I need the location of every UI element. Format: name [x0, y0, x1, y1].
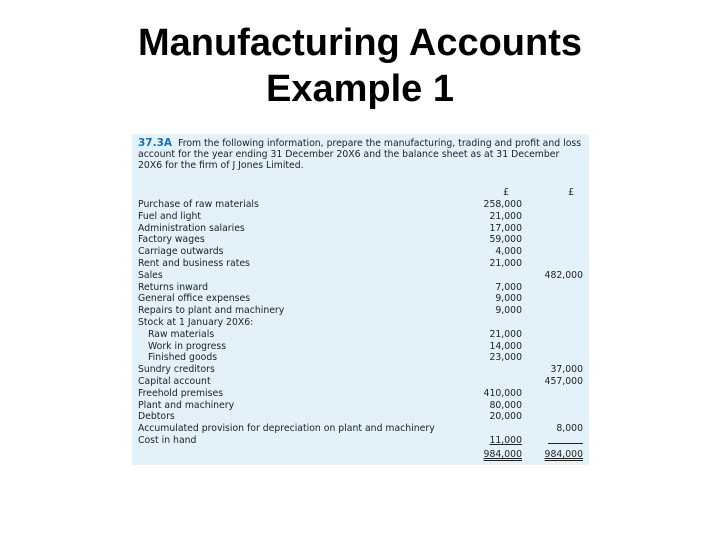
ledger-row-amount-1: 410,000	[483, 387, 522, 399]
ledger-row	[138, 411, 583, 423]
ledger-row	[138, 199, 583, 211]
ledger-row	[138, 246, 583, 258]
ledger-row-label: Debtors	[138, 411, 175, 423]
ledger-row-label: Carriage outwards	[138, 246, 224, 258]
total-amount-2: 984,000	[544, 448, 583, 460]
ledger-row	[138, 376, 583, 388]
exercise-panel	[132, 134, 589, 465]
ledger-row	[138, 258, 583, 270]
total-amount-1: 984,000	[483, 448, 522, 460]
ledger-row-label: Repairs to plant and machinery	[138, 305, 285, 317]
ledger-row-amount-1: 4,000	[495, 246, 522, 258]
exercise-number: 37.3A	[138, 137, 173, 149]
ledger-row-label: Returns inward	[138, 281, 208, 293]
slide-title-line-2: Example 1	[266, 68, 454, 110]
ledger-row	[138, 234, 583, 246]
ledger-row	[138, 400, 583, 412]
ledger-row-label: Sundry creditors	[138, 364, 215, 376]
slide-title-line-1: Manufacturing Accounts	[137, 22, 583, 64]
ledger-row	[138, 270, 583, 282]
ledger-row-amount-2: 8,000	[556, 423, 583, 435]
ledger-row-label: Capital account	[138, 376, 211, 387]
ledger-row-amount-1: 23,000	[489, 352, 522, 364]
column-header-1: £	[503, 187, 509, 198]
ledger-row	[138, 341, 583, 353]
ledger-row-label: Freehold premises	[138, 387, 224, 399]
exercise-intro: From the following information, prepare the manufacturing, trading and profit and loss account for the year ending 31 December 20X6 and the balance sheet as at 31 December 20X6 for the firm of J Jones Limited.	[138, 138, 582, 172]
ledger-row-label: Factory wages	[138, 234, 205, 246]
ledger-row-amount-1: 21,000	[489, 210, 522, 222]
ledger-row-amount-2: 37,000	[550, 364, 583, 376]
ledger-row-label: Administration salaries	[138, 222, 245, 234]
ledger-row-label: Accumulated provision for depreciation on plant and machinery	[138, 423, 435, 435]
exercise-header	[138, 138, 583, 172]
ledger-row-amount-1: 9,000	[495, 305, 522, 317]
ledger-row-amount-1: 17,000	[489, 222, 522, 234]
ledger-row	[138, 282, 583, 294]
column-header-row	[138, 187, 583, 199]
ledger-row	[138, 352, 583, 364]
ledger-row	[138, 435, 583, 447]
column-header-2: £	[568, 187, 574, 198]
ledger-row-amount-1: 80,000	[489, 399, 522, 411]
ledger-row-amount-1: 9,000	[495, 293, 522, 305]
ledger-row-label: Stock at 1 January 20X6:	[138, 317, 254, 328]
ledger-row	[138, 423, 583, 435]
ledger-row	[138, 305, 583, 317]
ledger-row-amount-1: 258,000	[483, 199, 522, 210]
ledger-row	[138, 211, 583, 223]
ledger-row-amount-1: 11,000	[489, 435, 522, 446]
ledger-row-label: Finished goods	[148, 352, 218, 364]
ledger-row	[138, 223, 583, 235]
ledger-row-amount-1: 59,000	[489, 234, 522, 246]
ledger-row-label: Raw materials	[148, 328, 215, 340]
ledger-row-amount-1: 21,000	[489, 258, 522, 269]
totals-row	[138, 449, 583, 461]
ledger-row	[138, 388, 583, 400]
ledger-row-amount-1: 20,000	[489, 411, 522, 423]
ledger-row-label: Purchase of raw materials	[138, 199, 259, 210]
slide-title	[0, 20, 720, 112]
ledger-row-label: General office expenses	[138, 293, 251, 305]
ledger-row	[138, 364, 583, 376]
ledger-row	[138, 329, 583, 341]
underline-rule	[548, 443, 583, 444]
ledger-row-amount-1: 21,000	[489, 328, 522, 340]
ledger-row-label: Sales	[138, 269, 163, 281]
ledger-row-amount-1: 14,000	[489, 340, 522, 352]
ledger-row	[138, 317, 583, 329]
ledger-row-label: Cost in hand	[138, 435, 197, 446]
ledger-row-label: Plant and machinery	[138, 399, 235, 411]
ledger-row-label: Work in progress	[148, 340, 227, 352]
ledger-row-amount-1: 7,000	[495, 281, 522, 293]
ledger-row-amount-2: 457,000	[544, 376, 583, 387]
ledger-row-label: Fuel and light	[138, 210, 202, 222]
ledger-row-amount-2: 482,000	[544, 269, 583, 281]
ledger-row-label: Rent and business rates	[138, 258, 250, 269]
ledger-row	[138, 293, 583, 305]
